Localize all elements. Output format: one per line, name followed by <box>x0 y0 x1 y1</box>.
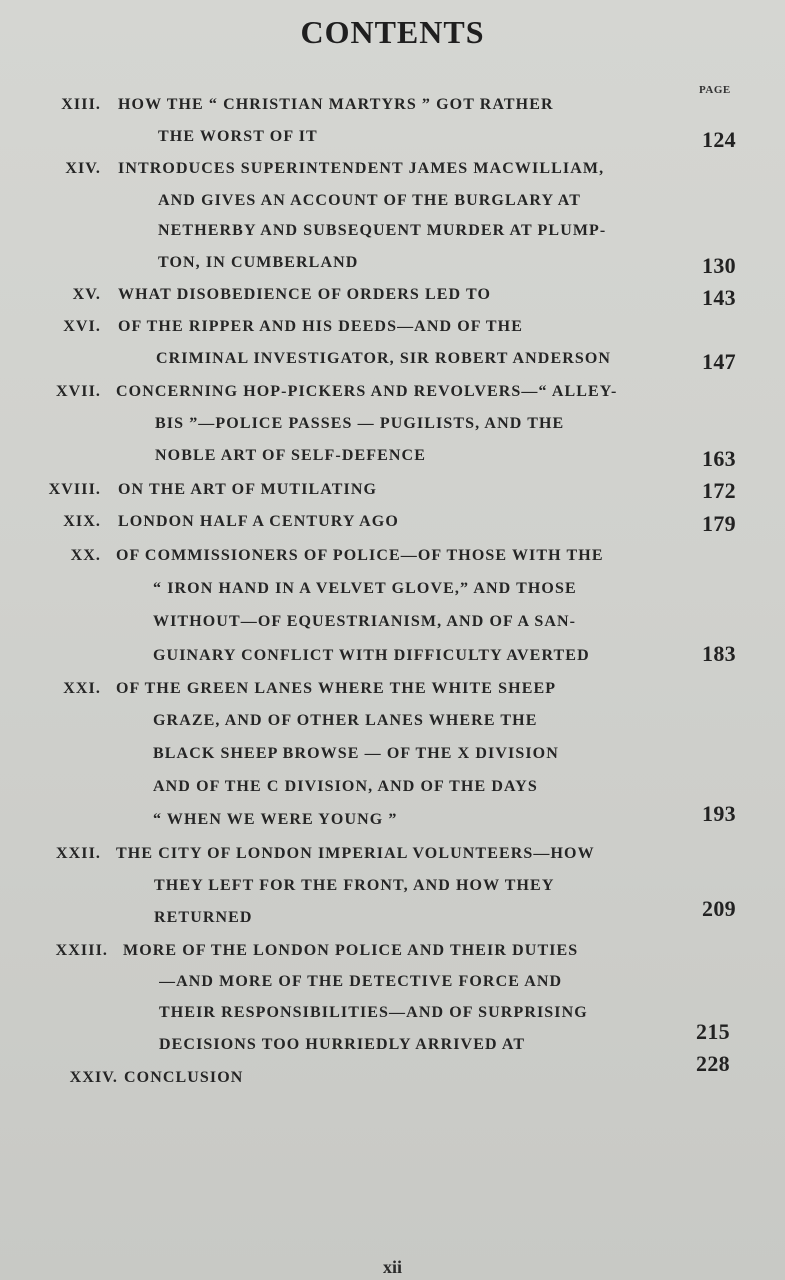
chapter-number: XVII. <box>55 383 101 400</box>
toc-entry-xiii <box>0 96 785 128</box>
toc-entry-xix <box>0 513 785 545</box>
toc-entry-xxi-cont <box>0 745 785 777</box>
page-number: 215 <box>696 1019 730 1044</box>
chapter-number: XX. <box>70 547 101 564</box>
chapter-title-line: CONCERNING HOP-PICKERS AND REVOLVERS—“ ALLEY- <box>116 383 618 400</box>
chapter-title-line: INTRODUCES SUPERINTENDENT JAMES MACWILLIAM, <box>118 160 605 177</box>
chapter-title-line: THE WORST OF IT <box>158 128 318 145</box>
chapter-title-line: LONDON HALF A CENTURY AGO <box>118 513 399 530</box>
toc-entry-xvii-cont <box>0 415 785 447</box>
chapter-number: XVI. <box>63 318 101 335</box>
toc-entry-xxiv <box>0 1069 785 1101</box>
toc-entry-xvi-cont <box>0 350 785 382</box>
page-number: 143 <box>702 285 736 310</box>
toc-entry-xxii-cont <box>0 877 785 909</box>
chapter-title-line: “ IRON HAND IN A VELVET GLOVE,” AND THOSE <box>153 580 577 597</box>
chapter-number: XXI. <box>63 680 101 697</box>
page-number: 179 <box>702 511 736 536</box>
toc-entry-xxiii-cont <box>0 1004 785 1036</box>
toc-entry-xiv-cont <box>0 192 785 224</box>
chapter-title-line: BIS ”—POLICE PASSES — PUGILISTS, AND THE <box>155 415 565 432</box>
toc-entry-xiv <box>0 160 785 192</box>
chapter-number: XXII. <box>55 845 101 862</box>
toc-entry-xxii-cont <box>0 909 785 941</box>
chapter-title-line: —AND MORE OF THE DETECTIVE FORCE AND <box>159 973 563 990</box>
toc-entry-xxi-cont <box>0 811 785 843</box>
toc-entry-xxi-cont <box>0 712 785 744</box>
page-number: 147 <box>702 349 736 374</box>
folio-number: xii <box>382 1257 402 1277</box>
chapter-title-line: THEIR RESPONSIBILITIES—AND OF SURPRISING <box>159 1004 588 1021</box>
toc-entry-xvii <box>0 383 785 415</box>
page-number: 124 <box>702 127 736 152</box>
chapter-number: XXIII. <box>55 942 108 959</box>
chapter-title-line: GUINARY CONFLICT WITH DIFFICULTY AVERTED <box>153 647 590 664</box>
chapter-title-line: AND GIVES AN ACCOUNT OF THE BURGLARY AT <box>158 192 581 209</box>
page-number: 183 <box>702 641 736 666</box>
toc-entry-xiv-cont <box>0 254 785 286</box>
chapter-title-line: TON, IN CUMBERLAND <box>158 254 359 271</box>
toc-entry-xiv-cont <box>0 222 785 254</box>
chapter-title-line: CONCLUSION <box>124 1069 244 1086</box>
chapter-title-line: MORE OF THE LONDON POLICE AND THEIR DUTIES <box>123 942 579 959</box>
toc-entry-xxiii <box>0 942 785 974</box>
chapter-number: XIII. <box>61 96 101 113</box>
chapter-title-line: HOW THE “ CHRISTIAN MARTYRS ” GOT RATHER <box>118 96 554 113</box>
page-column-label: PAGE <box>699 84 731 96</box>
page-number: 209 <box>702 896 736 921</box>
chapter-title-line: BLACK SHEEP BROWSE — OF THE X DIVISION <box>153 745 559 762</box>
page-number: 172 <box>702 478 736 503</box>
toc-entry-xiii-cont <box>0 128 785 160</box>
chapter-number: XVIII. <box>48 481 101 498</box>
chapter-title-line: NETHERBY AND SUBSEQUENT MURDER AT PLUMP- <box>158 222 607 239</box>
page-number: 193 <box>702 801 736 826</box>
toc-entry-xxiii-cont <box>0 1036 785 1068</box>
page-number: 228 <box>696 1051 730 1076</box>
chapter-title-line: RETURNED <box>154 909 253 926</box>
chapter-title-line: OF THE RIPPER AND HIS DEEDS—AND OF THE <box>118 318 523 335</box>
chapter-title-line: GRAZE, AND OF OTHER LANES WHERE THE <box>153 712 538 729</box>
chapter-title-line: THE CITY OF LONDON IMPERIAL VOLUNTEERS—HOW <box>116 845 595 862</box>
toc-entry-xxiii-cont <box>0 973 785 1005</box>
toc-entry-xxi-cont <box>0 778 785 810</box>
page-title: CONTENTS <box>300 14 485 50</box>
toc-entry-xx <box>0 547 785 579</box>
toc-entry-xvii-cont <box>0 447 785 479</box>
chapter-title-line: THEY LEFT FOR THE FRONT, AND HOW THEY <box>154 877 555 894</box>
chapter-title-line: NOBLE ART OF SELF-DEFENCE <box>155 447 426 464</box>
chapter-title-line: CRIMINAL INVESTIGATOR, SIR ROBERT ANDERSON <box>156 350 612 367</box>
chapter-number: XIV. <box>65 160 101 177</box>
chapter-title-line: OF COMMISSIONERS OF POLICE—OF THOSE WITH THE <box>116 547 604 564</box>
toc-entry-xvi <box>0 318 785 350</box>
toc-entry-xxi <box>0 680 785 712</box>
chapter-title-line: WITHOUT—OF EQUESTRIANISM, AND OF A SAN- <box>153 613 577 630</box>
toc-entry-xx-cont <box>0 580 785 612</box>
chapter-number: XXIV. <box>69 1069 118 1086</box>
toc-entry-xv <box>0 286 785 318</box>
chapter-title-line: “ WHEN WE WERE YOUNG ” <box>153 811 398 828</box>
chapter-title-line: OF THE GREEN LANES WHERE THE WHITE SHEEP <box>116 680 557 697</box>
chapter-number: XV. <box>72 286 101 303</box>
chapter-title-line: ON THE ART OF MUTILATING <box>118 481 378 498</box>
toc-entry-xx-cont <box>0 647 785 679</box>
page-number: 163 <box>702 446 736 471</box>
chapter-number: XIX. <box>63 513 101 530</box>
toc-entry-xviii <box>0 481 785 513</box>
chapter-title-line: DECISIONS TOO HURRIEDLY ARRIVED AT <box>159 1036 526 1053</box>
toc-entry-xxii <box>0 845 785 877</box>
chapter-title-line: AND OF THE C DIVISION, AND OF THE DAYS <box>153 778 538 795</box>
chapter-title-line: WHAT DISOBEDIENCE OF ORDERS LED TO <box>118 286 492 303</box>
page-number: 130 <box>702 253 736 278</box>
toc-entry-xx-cont <box>0 613 785 645</box>
